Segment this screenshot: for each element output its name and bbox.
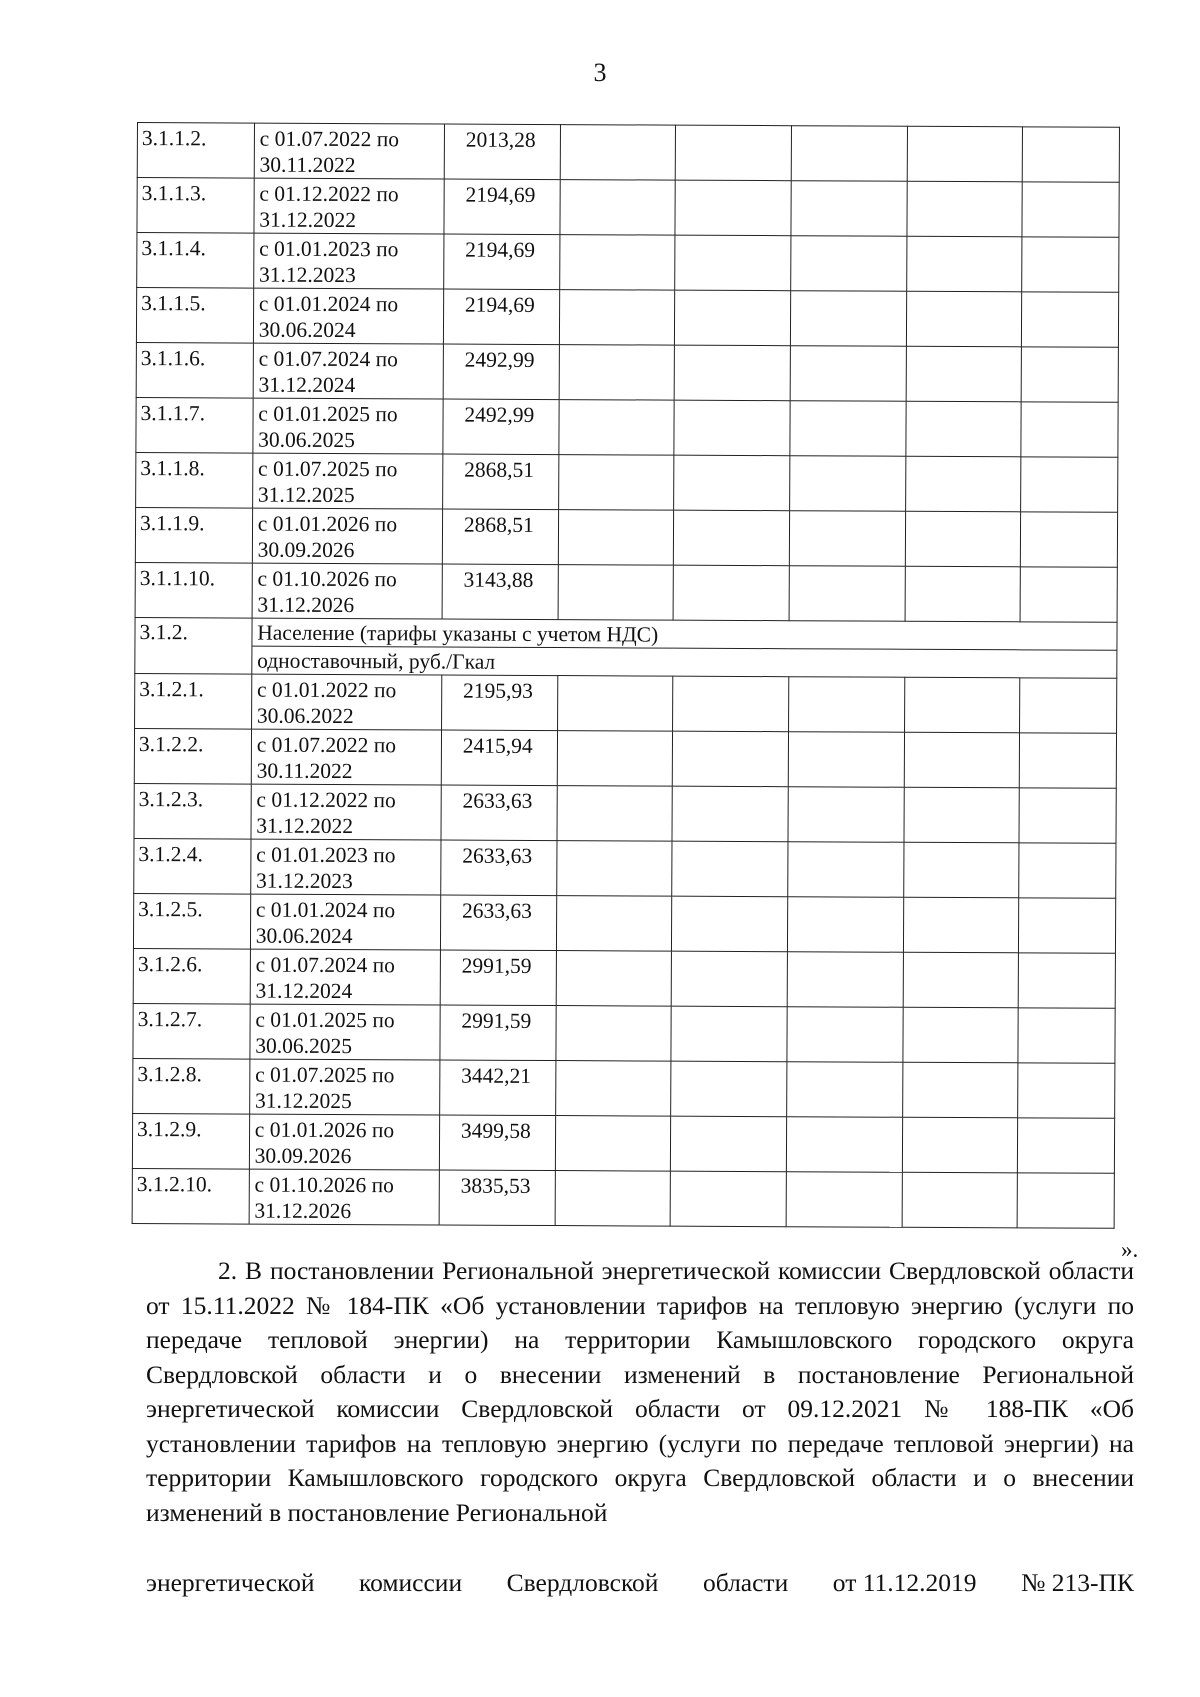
empty-cell — [674, 400, 790, 456]
last-line-word: энергетической — [146, 1568, 315, 1597]
row-code: 3.1.1.3. — [137, 178, 254, 234]
table-row — [135, 562, 1117, 622]
row-tariff-value: 2991,59 — [440, 950, 556, 1006]
row-code: 3.1.1.5. — [136, 288, 253, 344]
empty-cell — [905, 401, 1021, 457]
row-period: с 01.12.2022 по 31.12.2022 — [254, 178, 444, 234]
empty-cell — [1020, 678, 1117, 733]
empty-cell — [675, 235, 791, 291]
page-number: 3 — [593, 58, 607, 87]
empty-cell — [788, 787, 904, 843]
empty-cell — [555, 1116, 671, 1172]
last-line-word: от 11.12.2019 — [832, 1568, 977, 1597]
empty-cell — [907, 181, 1023, 237]
empty-cell — [1021, 512, 1118, 567]
last-line-word: № 213-ПК — [1021, 1568, 1134, 1597]
section-subtitle-row — [135, 645, 1117, 678]
empty-cell — [787, 952, 903, 1008]
empty-cell — [674, 510, 790, 566]
empty-cell — [788, 842, 904, 898]
row-tariff-value: 3835,53 — [439, 1170, 555, 1226]
empty-cell — [558, 565, 674, 621]
empty-cell — [558, 510, 674, 566]
row-code: 3.1.1.9. — [135, 507, 252, 563]
empty-cell — [675, 125, 791, 181]
table-row — [137, 178, 1119, 238]
empty-cell — [903, 952, 1019, 1008]
table-row — [136, 342, 1118, 402]
table-row — [135, 507, 1117, 567]
empty-cell — [559, 235, 675, 291]
row-period: с 01.07.2025 по 31.12.2025 — [252, 453, 442, 509]
empty-cell — [789, 511, 905, 567]
row-tariff-value: 2492,99 — [443, 399, 559, 455]
empty-cell — [673, 565, 789, 621]
empty-cell — [559, 290, 675, 346]
row-period: с 01.07.2022 по 30.11.2022 — [254, 123, 444, 179]
empty-cell — [1018, 1063, 1115, 1118]
table-row — [134, 783, 1116, 843]
table-row — [134, 728, 1116, 788]
empty-cell — [1020, 567, 1117, 622]
empty-cell — [904, 677, 1020, 733]
tariff-section-population — [135, 617, 1117, 678]
empty-cell — [790, 401, 906, 457]
empty-cell — [790, 346, 906, 402]
empty-cell — [787, 1062, 903, 1118]
row-period: с 01.01.2024 по 30.06.2024 — [253, 288, 443, 344]
row-tariff-value: 2991,59 — [440, 1005, 556, 1061]
row-code: 3.1.2.5. — [133, 893, 250, 949]
row-period: с 01.01.2023 по 31.12.2023 — [253, 233, 443, 289]
row-code: 3.1.2.10. — [132, 1168, 249, 1224]
row-tariff-value: 2868,51 — [443, 454, 559, 510]
row-period: с 01.10.2026 по 31.12.2026 — [252, 563, 442, 619]
table-row — [132, 1113, 1114, 1173]
row-period: с 01.01.2022 по 30.06.2022 — [251, 674, 441, 730]
empty-cell — [559, 345, 675, 401]
row-tariff-value: 2194,69 — [444, 179, 560, 235]
row-tariff-value: 3499,58 — [439, 1115, 555, 1171]
table-row — [133, 948, 1115, 1008]
row-code: 3.1.1.8. — [136, 452, 253, 508]
last-line-word: Свердловской — [506, 1568, 659, 1597]
paragraph-text: 2. В постановлении Региональной энергетической комиссии Свердловской области от 15.11.2022 № 184-ПК «Об установлении тарифов на тепловую энергию (услуги по передаче тепловой энергии) на территории Камышловского городского округа Свердловской области и о внесении изменений в постановление Региональной энергетической комиссии Свердловской области от 09.12.2021 № 188-ПК «Об установлении тарифов на тепловую энергию (услуги по передаче тепловой энергии) на территории Камышловского городского округа Свердловской области и о внесении изменений в постановление Региональной — [146, 1256, 1134, 1527]
empty-cell — [1021, 347, 1118, 402]
empty-cell — [1019, 733, 1116, 788]
empty-cell — [671, 1061, 787, 1117]
table-row — [136, 452, 1118, 512]
row-tariff-value: 2633,63 — [441, 785, 557, 841]
section-code: 3.1.2. — [135, 617, 252, 674]
row-period: с 01.01.2025 по 30.06.2025 — [250, 1004, 440, 1060]
table-row — [133, 1058, 1115, 1118]
tariff-rows-other-consumers — [135, 123, 1119, 623]
row-code: 3.1.2.8. — [133, 1058, 250, 1114]
row-code: 3.1.2.3. — [134, 783, 251, 839]
table-row — [137, 233, 1119, 293]
empty-cell — [903, 897, 1019, 953]
empty-cell — [904, 732, 1020, 788]
empty-cell — [558, 455, 674, 511]
empty-cell — [1019, 843, 1116, 898]
row-period: с 01.07.2025 по 31.12.2025 — [249, 1059, 439, 1115]
row-tariff-value: 2868,51 — [442, 509, 558, 565]
row-code: 3.1.1.4. — [137, 233, 254, 289]
row-code: 3.1.2.4. — [134, 838, 251, 894]
section-subtitle: одноставочный, руб./Гкал — [252, 646, 1117, 678]
empty-cell — [556, 1006, 672, 1062]
row-code: 3.1.1.10. — [135, 562, 252, 618]
empty-cell — [902, 1172, 1018, 1228]
empty-cell — [671, 1006, 787, 1062]
empty-cell — [905, 511, 1021, 567]
table-row — [134, 838, 1116, 898]
empty-cell — [1017, 1173, 1114, 1228]
row-period: с 01.07.2024 по 31.12.2024 — [250, 949, 440, 1005]
empty-cell — [906, 236, 1022, 292]
empty-cell — [1018, 1118, 1115, 1173]
empty-cell — [673, 676, 789, 732]
empty-cell — [671, 951, 787, 1007]
empty-cell — [556, 951, 672, 1007]
empty-cell — [787, 1007, 903, 1063]
empty-cell — [1022, 127, 1119, 182]
row-code: 3.1.2.9. — [132, 1113, 249, 1169]
row-tariff-value: 2194,69 — [443, 289, 559, 345]
empty-cell — [1022, 292, 1119, 347]
empty-cell — [558, 400, 674, 456]
row-period: с 01.07.2022 по 30.11.2022 — [251, 729, 441, 785]
row-code: 3.1.1.2. — [137, 123, 254, 179]
row-tariff-value: 2194,69 — [444, 234, 560, 290]
empty-cell — [907, 126, 1023, 182]
table-row — [135, 673, 1117, 733]
table-row — [133, 1003, 1115, 1063]
row-tariff-value: 2013,28 — [444, 124, 560, 180]
empty-cell — [674, 455, 790, 511]
empty-cell — [903, 842, 1019, 898]
empty-cell — [791, 126, 907, 182]
empty-cell — [672, 841, 788, 897]
empty-cell — [788, 677, 904, 733]
empty-cell — [790, 456, 906, 512]
last-line-word: комиссии — [359, 1568, 463, 1597]
empty-cell — [556, 896, 672, 952]
row-tariff-value: 2633,63 — [440, 895, 556, 951]
row-tariff-value: 3143,88 — [442, 564, 558, 620]
empty-cell — [557, 676, 673, 732]
row-code: 3.1.2.1. — [135, 673, 252, 729]
row-tariff-value: 2492,99 — [443, 344, 559, 400]
empty-cell — [672, 896, 788, 952]
empty-cell — [904, 787, 1020, 843]
table-row — [133, 893, 1115, 953]
tariff-rows-population — [132, 673, 1117, 1228]
row-tariff-value: 2415,94 — [441, 730, 557, 786]
empty-cell — [1022, 182, 1119, 237]
empty-cell — [555, 1061, 671, 1117]
empty-cell — [1018, 1008, 1115, 1063]
last-line-word: области — [702, 1568, 789, 1597]
row-period: с 01.12.2022 по 31.12.2022 — [251, 784, 441, 840]
empty-cell — [906, 291, 1022, 347]
empty-cell — [902, 1117, 1018, 1173]
row-code: 3.1.1.6. — [136, 342, 253, 398]
row-code: 3.1.1.7. — [136, 397, 253, 453]
empty-cell — [675, 290, 791, 346]
empty-cell — [902, 1062, 1018, 1118]
row-period: с 01.01.2025 по 30.06.2025 — [253, 398, 443, 454]
empty-cell — [671, 1116, 787, 1172]
empty-cell — [788, 732, 904, 788]
empty-cell — [1019, 788, 1116, 843]
row-code: 3.1.2.7. — [133, 1003, 250, 1059]
row-code: 3.1.2.2. — [134, 728, 251, 784]
empty-cell — [560, 125, 676, 181]
paragraph-last-line — [146, 1566, 1134, 1600]
empty-cell — [786, 1172, 902, 1228]
row-code: 3.1.2.6. — [133, 948, 250, 1004]
empty-cell — [674, 345, 790, 401]
section-title: Население (тарифы указаны с учетом НДС) — [252, 618, 1117, 650]
empty-cell — [673, 731, 789, 787]
row-period: с 01.01.2026 по 30.09.2026 — [249, 1114, 439, 1170]
empty-cell — [902, 1007, 1018, 1063]
empty-cell — [557, 786, 673, 842]
empty-cell — [1018, 953, 1115, 1008]
table-row — [136, 288, 1118, 348]
table-row — [137, 123, 1119, 183]
row-period: с 01.01.2023 по 31.12.2023 — [250, 839, 440, 895]
table-row — [132, 1168, 1114, 1228]
empty-cell — [791, 181, 907, 237]
section-header-row — [135, 617, 1117, 650]
row-period: с 01.01.2026 по 30.09.2026 — [252, 508, 442, 564]
row-tariff-value: 3442,21 — [440, 1060, 556, 1116]
empty-cell — [1022, 237, 1119, 292]
empty-cell — [905, 456, 1021, 512]
row-period: с 01.10.2026 по 31.12.2026 — [249, 1169, 439, 1225]
row-period: с 01.07.2024 по 31.12.2024 — [253, 343, 443, 399]
empty-cell — [906, 346, 1022, 402]
empty-cell — [557, 731, 673, 787]
empty-cell — [786, 1117, 902, 1173]
empty-cell — [791, 236, 907, 292]
row-tariff-value: 2195,93 — [441, 675, 557, 731]
tariff-table — [132, 122, 1120, 1229]
empty-cell — [905, 566, 1021, 622]
empty-cell — [556, 841, 672, 897]
closing-quote: ». — [1121, 1237, 1139, 1262]
table-row — [136, 397, 1118, 457]
amendment-paragraph — [146, 1254, 1134, 1530]
empty-cell — [1019, 898, 1116, 953]
empty-cell — [560, 180, 676, 236]
row-tariff-value: 2633,63 — [441, 840, 557, 896]
empty-cell — [672, 786, 788, 842]
empty-cell — [555, 1171, 671, 1227]
row-period: с 01.01.2024 по 30.06.2024 — [250, 894, 440, 950]
empty-cell — [790, 291, 906, 347]
empty-cell — [675, 180, 791, 236]
empty-cell — [1021, 457, 1118, 512]
empty-cell — [787, 897, 903, 953]
empty-cell — [1021, 402, 1118, 457]
empty-cell — [789, 566, 905, 622]
empty-cell — [670, 1171, 786, 1227]
